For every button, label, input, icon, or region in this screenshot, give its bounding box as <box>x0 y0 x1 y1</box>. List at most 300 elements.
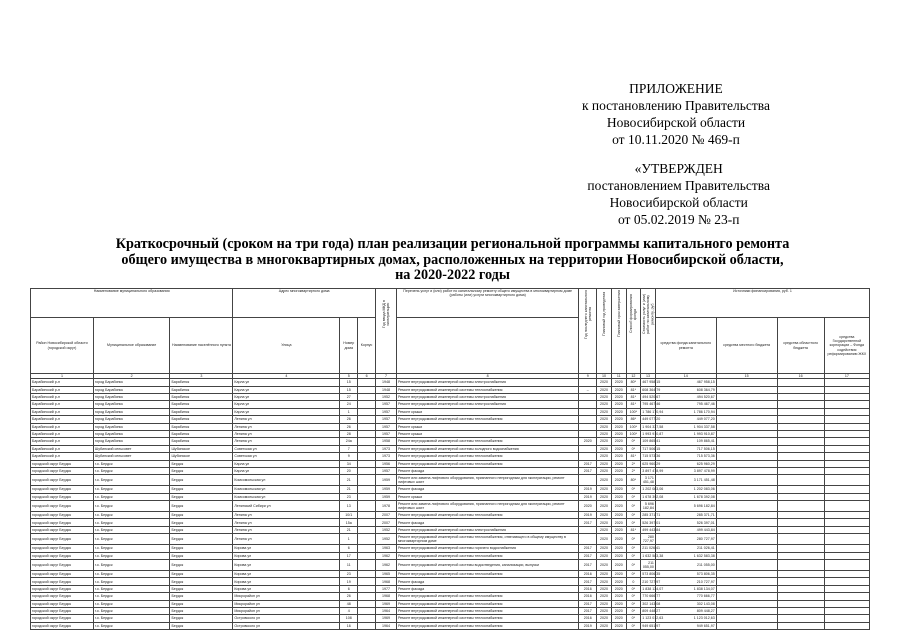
cell-settlement: Бердск <box>170 486 233 493</box>
cell-last-year: 2016 <box>579 571 597 578</box>
cell-end-year: 2020 <box>611 615 626 622</box>
column-number: 9 <box>579 374 597 379</box>
cell-last-year <box>579 408 597 415</box>
cell-korpus <box>358 607 376 614</box>
cell-district: Барабинский р-н <box>31 401 94 408</box>
cell-cost: 809 448,27 <box>642 609 661 614</box>
appendix-title: ПРИЛОЖЕНИЕ <box>629 81 723 96</box>
cell-plan-year: 2020 <box>597 560 612 571</box>
cell-cost: 211 026,41 <box>642 546 660 551</box>
cell-end-year: 2020 <box>611 571 626 578</box>
cell-state-corp <box>824 445 869 452</box>
cell-local <box>716 560 777 571</box>
cell-municipality: город Барабинск <box>93 430 170 437</box>
cell-regional <box>777 445 824 452</box>
cell-work: Ремонт внутридомовой инженерной системы холодного водоснабжения <box>396 445 578 452</box>
approved-line: Новосибирской области <box>609 195 748 210</box>
cell-municipality: г.о. Бердск <box>93 534 170 545</box>
cell-state-corp <box>824 386 869 393</box>
cell-year-built: 1957 <box>375 416 396 423</box>
cell-house: 26 <box>340 423 358 430</box>
cell-district: городской округ Бердск <box>31 475 94 486</box>
cell-district: городской округ Бердск <box>31 593 94 600</box>
table-row <box>31 379 870 386</box>
cell-work: Ремонт внутридомовой инженерной системы теплоснабжения <box>396 386 578 393</box>
plan-table-body <box>31 379 870 630</box>
cell-district: городской округ Бердск <box>31 578 94 585</box>
cell-house: 10/1 <box>340 512 358 519</box>
cell-settlement: Бердск <box>170 615 233 622</box>
approved-block <box>587 160 770 228</box>
cell-year-built: 1948 <box>375 379 396 386</box>
cell-cost: 285 371,71 <box>642 513 661 518</box>
column-number: 1 <box>31 374 94 379</box>
cell-last-year: 2019 <box>579 622 597 629</box>
cell-year-built: 1956 <box>375 460 396 467</box>
table-row <box>31 438 870 445</box>
table-row <box>31 600 870 607</box>
cell-district: городской округ Бердск <box>31 526 94 533</box>
table-row <box>31 545 870 552</box>
column-number: 13 <box>641 374 656 379</box>
cell-state-corp <box>824 416 869 423</box>
cell-fund-own: 109 865,41 <box>655 438 716 445</box>
cell-accum: 0 <box>626 578 641 585</box>
cell-district: городской округ Бердск <box>31 519 94 526</box>
cell-house: 21 <box>340 486 358 493</box>
cell-korpus <box>358 386 376 393</box>
group-header-address: Адрес многоквартирного дома <box>233 289 376 318</box>
table-row <box>31 467 870 474</box>
cell-last-year: 2017 <box>579 552 597 559</box>
cell-regional <box>777 453 824 460</box>
cell-plan-year: 2020 <box>597 401 612 408</box>
cell-last-year: 2016 <box>579 593 597 600</box>
cell-state-corp <box>824 379 869 386</box>
cell-house: 24а <box>340 438 358 445</box>
cell-house: 21 <box>340 475 358 486</box>
cell-local <box>716 486 777 493</box>
cell-korpus <box>358 585 376 592</box>
cell-settlement: Барабинск <box>170 401 233 408</box>
cell-work: Ремонт внутридомовой инженерной системы теплоснабжения <box>396 438 578 445</box>
cell-year-built: 1958 <box>375 438 396 445</box>
cell-last-year: 2019 <box>579 493 597 500</box>
cell-plan-year: 2020 <box>597 408 612 415</box>
cell-fund-own: 467 958,15 <box>655 379 716 386</box>
cell-cost: 302 143,08 <box>642 601 661 606</box>
cell-street: Карла ул <box>233 379 340 386</box>
cell-accum: 0* <box>626 622 641 629</box>
cell-fund-own: 717 506,15 <box>655 445 716 452</box>
cell-local <box>716 408 777 415</box>
cell-district: Барабинский р-н <box>31 445 94 452</box>
cell-work: Ремонт или замена лифтового оборудования, признанного непригодным для эксплуатации, ремонт лифтовых шахт <box>396 475 578 486</box>
cell-municipality: г.о. Бердск <box>93 475 170 486</box>
cell-accum: 81* <box>626 526 641 533</box>
cell-work: Ремонт внутридомовой инженерной системы электроснабжения <box>396 401 578 408</box>
cell-last-year <box>579 423 597 430</box>
table-row <box>31 615 870 622</box>
cell-settlement: Бердск <box>170 467 233 474</box>
cell-settlement: Барабинск <box>170 408 233 415</box>
table-row <box>31 501 870 512</box>
cell-settlement: Бердск <box>170 552 233 559</box>
cell-work: Ремонт внутридомовой инженерной системы теплоснабжения <box>396 615 578 622</box>
cell-cost: 1 202 083,06 <box>642 487 664 492</box>
table-row <box>31 571 870 578</box>
cell-municipality: г.о. Бердск <box>93 512 170 519</box>
table-row <box>31 453 870 460</box>
cell-accum: 0* <box>626 593 641 600</box>
cell-work: Ремонт фасада <box>396 467 578 474</box>
cell-korpus <box>358 534 376 545</box>
cell-cost: 280 727,97 <box>641 534 656 545</box>
cell-local <box>716 475 777 486</box>
cell-house: 34 <box>340 460 358 467</box>
cell-local <box>716 519 777 526</box>
cell-local <box>716 379 777 386</box>
cell-end-year: 2020 <box>611 416 626 423</box>
cell-house: 9 <box>340 453 358 460</box>
col-header-cost: Стоимость услуг и (или) работ по капитальному ремонту, руб. <box>641 289 656 374</box>
cell-local <box>716 393 777 400</box>
cell-end-year: 2020 <box>611 423 626 430</box>
cell-state-corp <box>824 453 869 460</box>
cell-district: городской округ Бердск <box>31 460 94 467</box>
cell-end-year: 2020 <box>611 526 626 533</box>
cell-korpus <box>358 393 376 400</box>
cell-settlement: Бердск <box>170 460 233 467</box>
cell-accum: 0* <box>626 560 641 571</box>
cell-last-year <box>579 475 597 486</box>
cell-last-year: 2017 <box>579 545 597 552</box>
cell-work: Ремонт крыши <box>396 493 578 500</box>
cell-fund-own: 494 520,67 <box>655 393 716 400</box>
cell-work: Ремонт фасада <box>396 519 578 526</box>
cell-korpus <box>358 622 376 629</box>
cell-korpus <box>358 519 376 526</box>
cell-cost: 795 467,46 <box>642 402 661 407</box>
cell-municipality: г.о. Бердск <box>93 519 170 526</box>
cell-district: городской округ Бердск <box>31 615 94 622</box>
group-header-finance: Источники финансирования, руб. 1 <box>655 289 869 318</box>
cell-last-year: – <box>579 386 597 393</box>
cell-year-built: 1964 <box>375 622 396 629</box>
cell-settlement: Бердск <box>170 519 233 526</box>
cell-work: Ремонт внутридомовой инженерной системы теплоснабжения <box>396 512 578 519</box>
cell-local <box>716 501 777 512</box>
plan-table <box>30 288 870 630</box>
cell-plan-year: 2020 <box>597 519 612 526</box>
col-header-regional: средства областного бюджета <box>777 318 824 374</box>
cell-end-year: 2020 <box>611 501 626 512</box>
cell-district: городской округ Бердск <box>31 560 94 571</box>
cell-house: 11 <box>340 560 358 571</box>
cell-regional <box>777 408 824 415</box>
cell-state-corp <box>824 593 869 600</box>
cell-district: городской округ Бердск <box>31 600 94 607</box>
cell-settlement: Бердск <box>170 493 233 500</box>
cell-year-built: 1969 <box>375 600 396 607</box>
cell-settlement: Барабинск <box>170 423 233 430</box>
cell-district: Барабинский р-н <box>31 386 94 393</box>
cell-settlement: Барабинск <box>170 416 233 423</box>
cell-cost: 3 897 478,99 <box>642 468 664 473</box>
table-row <box>31 560 870 571</box>
cell-street: Советская ул <box>233 453 340 460</box>
cell-cost: 1 678 392,08 <box>642 494 664 499</box>
cell-year-built: 1959 <box>375 493 396 500</box>
cell-regional <box>777 416 824 423</box>
cell-accum: 86* <box>626 416 641 423</box>
cell-plan-year: 2020 <box>597 430 612 437</box>
cell-fund-own: 1 993 910,87 <box>655 430 716 437</box>
approved-date: от 05.02.2019 № 23-п <box>617 212 740 227</box>
cell-year-built: 1959 <box>375 486 396 493</box>
cell-regional <box>777 393 824 400</box>
cell-state-corp <box>824 600 869 607</box>
cell-fund-own: 949 651,97 <box>655 622 716 629</box>
cell-korpus <box>358 430 376 437</box>
cell-settlement: Бердск <box>170 475 233 486</box>
col-header-year-built: Год ввода МКД в эксплуатацию <box>375 289 396 374</box>
cell-accum: 81* <box>626 393 641 400</box>
cell-local <box>716 386 777 393</box>
column-number: 5 <box>340 374 358 379</box>
cell-year-built: 1962 <box>375 560 396 571</box>
cell-municipality: город Барабинск <box>93 401 170 408</box>
cell-last-year <box>579 526 597 533</box>
cell-plan-year: 2020 <box>597 486 612 493</box>
cell-street: Карла ул <box>233 408 340 415</box>
cell-work: Ремонт внутридомовой инженерной системы электроснабжения <box>396 526 578 533</box>
cell-district: городской округ Бердск <box>31 552 94 559</box>
column-number: 15 <box>716 374 777 379</box>
cell-local <box>716 615 777 622</box>
cell-plan-year: 2020 <box>597 578 612 585</box>
cell-settlement: Бердск <box>170 622 233 629</box>
cell-local <box>716 453 777 460</box>
title-line: на 2020-2022 годы <box>395 267 510 283</box>
cell-fund-own: 3 897 478,99 <box>655 467 716 474</box>
cell-municipality: город Барабинск <box>93 393 170 400</box>
cell-state-corp <box>824 615 869 622</box>
cell-accum: 2* <box>626 467 641 474</box>
cell-korpus <box>358 560 376 571</box>
cell-regional <box>777 593 824 600</box>
cell-fund-own: 285 371,71 <box>655 512 716 519</box>
cell-year-built: 1952 <box>375 534 396 545</box>
cell-end-year: 2020 <box>611 560 626 571</box>
cell-korpus <box>358 445 376 452</box>
cell-cost: 449 077,20 <box>642 417 661 422</box>
cell-local <box>716 585 777 592</box>
column-number: 16 <box>777 374 824 379</box>
cell-plan-year: 2020 <box>597 379 612 386</box>
cell-accum: 0* <box>626 438 641 445</box>
table-row <box>31 445 870 452</box>
cell-street: Ленина ул <box>233 519 340 526</box>
cell-work: Ремонт внутридомовой инженерной системы теплоснабжения <box>396 416 578 423</box>
cell-municipality: г.о. Бердск <box>93 622 170 629</box>
column-number: 11 <box>611 374 626 379</box>
table-row <box>31 430 870 437</box>
cell-end-year: 2020 <box>611 438 626 445</box>
cell-accum: 0* <box>626 585 641 592</box>
cell-year-built: 1948 <box>375 386 396 393</box>
cell-district: городской округ Бердск <box>31 534 94 545</box>
cell-plan-year: 2020 <box>597 460 612 467</box>
cell-state-corp <box>824 401 869 408</box>
cell-regional <box>777 379 824 386</box>
cell-end-year: 2020 <box>611 493 626 500</box>
cell-last-year: 2017 <box>579 600 597 607</box>
cell-end-year: 2020 <box>611 401 626 408</box>
cell-end-year: 2020 <box>611 460 626 467</box>
cell-work: Ремонт внутридомовой инженерной системы теплоснабжения <box>396 552 578 559</box>
cell-fund-own: 770 666,77 <box>655 593 716 600</box>
cell-settlement: Бердск <box>170 578 233 585</box>
col-header-fund-own: средства фонда капитального ремонта <box>655 318 716 374</box>
cell-local <box>716 534 777 545</box>
cell-plan-year: 2020 <box>597 493 612 500</box>
cell-regional <box>777 501 824 512</box>
cell-house: 15а <box>340 519 358 526</box>
cell-state-corp <box>824 512 869 519</box>
appendix-block <box>582 80 770 148</box>
cell-settlement: Барабинск <box>170 393 233 400</box>
cell-cost: 109 865,41 <box>642 439 661 444</box>
cell-street: Ленина ул <box>233 534 340 545</box>
col-header-municipality: Муниципальное образование <box>93 318 170 374</box>
cell-district: городской округ Бердск <box>31 486 94 493</box>
cell-municipality: г.о. Бердск <box>93 493 170 500</box>
cell-end-year: 2020 <box>611 486 626 493</box>
cell-work: Ремонт фасада <box>396 585 578 592</box>
cell-municipality: г.о. Бердск <box>93 615 170 622</box>
cell-local <box>716 423 777 430</box>
cell-end-year: 2020 <box>611 379 626 386</box>
cell-work: Ремонт внутридомовой инженерной системы теплоснабжения <box>396 571 578 578</box>
cell-korpus <box>358 401 376 408</box>
cell-accum: 100* <box>626 423 641 430</box>
cell-state-corp <box>824 607 869 614</box>
cell-house: 21 <box>340 526 358 533</box>
cell-state-corp <box>824 467 869 474</box>
cell-end-year: 2020 <box>611 622 626 629</box>
cell-local <box>716 552 777 559</box>
cell-cost: 1 838 134,07 <box>642 586 664 591</box>
cell-street: Кирова ул <box>233 560 340 571</box>
cell-state-corp <box>824 585 869 592</box>
cell-house: 1 <box>340 408 358 415</box>
cell-regional <box>777 585 824 592</box>
cell-fund-own: 608 364,79 <box>655 386 716 393</box>
cell-work: Ремонт внутридомовой инженерной системы теплоснабжения <box>396 622 578 629</box>
cell-end-year: 2020 <box>611 600 626 607</box>
table-row <box>31 460 870 467</box>
cell-house: 15 <box>340 386 358 393</box>
cell-year-built: 1962 <box>375 552 396 559</box>
plan-table-container <box>30 288 870 630</box>
table-row <box>31 519 870 526</box>
cell-state-corp <box>824 552 869 559</box>
cell-regional <box>777 607 824 614</box>
cell-accum: 0* <box>626 552 641 559</box>
cell-korpus <box>358 615 376 622</box>
cell-work: Ремонт или замена лифтового оборудования, признанного непригодным для эксплуатации, ремонт лифтовых шахт <box>396 501 578 512</box>
cell-fund-own: 526 397,01 <box>655 519 716 526</box>
cell-local <box>716 416 777 423</box>
cell-end-year: 2020 <box>611 607 626 614</box>
cell-street: Комсомольская ул <box>233 486 340 493</box>
cell-year-built: 2007 <box>375 512 396 519</box>
cell-accum: 81* <box>626 386 641 393</box>
cell-work: Ремонт внутридомовой инженерной системы теплоснабжения <box>396 607 578 614</box>
cell-state-corp <box>824 560 869 571</box>
cell-fund-own: 1 904 337,58 <box>655 423 716 430</box>
cell-cost: 715 573,36 <box>642 454 661 459</box>
cell-korpus <box>358 512 376 519</box>
table-row <box>31 552 870 559</box>
cell-district: Барабинский р-н <box>31 423 94 430</box>
cell-last-year: 2017 <box>579 560 597 571</box>
cell-plan-year: 2020 <box>597 526 612 533</box>
cell-year-built: 1957 <box>375 401 396 408</box>
cell-settlement: Бердск <box>170 534 233 545</box>
cell-last-year: 2020 <box>579 438 597 445</box>
cell-cost: 526 397,01 <box>642 520 661 525</box>
cell-cost: 210 727,97 <box>642 579 661 584</box>
cell-state-corp <box>824 526 869 533</box>
cell-local <box>716 401 777 408</box>
cell-accum: 81* <box>626 453 641 460</box>
table-row <box>31 512 870 519</box>
cell-fund-own: 625 960,29 <box>655 460 716 467</box>
cell-fund-own: 573 806,35 <box>655 571 716 578</box>
cell-district: городской округ Бердск <box>31 607 94 614</box>
cell-regional <box>777 552 824 559</box>
cell-plan-year: 2020 <box>597 585 612 592</box>
cell-work: Ремонт внутридомовой инженерной системы теплоснабжения <box>396 460 578 467</box>
cell-fund-own: 302 143,08 <box>655 600 716 607</box>
appendix-date: от 10.11.2020 № 469-п <box>612 132 740 147</box>
cell-municipality: г.о. Бердск <box>93 585 170 592</box>
cell-accum: 0* <box>626 486 641 493</box>
cell-house: 16 <box>340 622 358 629</box>
cell-plan-year: 2020 <box>597 545 612 552</box>
cell-state-corp <box>824 501 869 512</box>
cell-accum: 0* <box>626 493 641 500</box>
cell-cost: 608 364,79 <box>642 387 661 392</box>
cell-fund-own: 795 467,46 <box>655 401 716 408</box>
col-header-korpus: Корпус <box>358 318 376 374</box>
cell-municipality: город Барабинск <box>93 408 170 415</box>
cell-fund-own: 1 786 170,94 <box>655 408 716 415</box>
cell-cost: 467 958,15 <box>642 380 661 385</box>
cell-fund-own: 1 678 392,08 <box>655 493 716 500</box>
cell-korpus <box>358 438 376 445</box>
cell-year-built: 2007 <box>375 519 396 526</box>
cell-korpus <box>358 475 376 486</box>
cell-state-corp <box>824 423 869 430</box>
cell-district: Барабинский р-н <box>31 416 94 423</box>
cell-year-built: 1963 <box>375 545 396 552</box>
cell-cost: 717 506,15 <box>642 446 661 451</box>
cell-work: Ремонт фасада <box>396 578 578 585</box>
table-row <box>31 408 870 415</box>
